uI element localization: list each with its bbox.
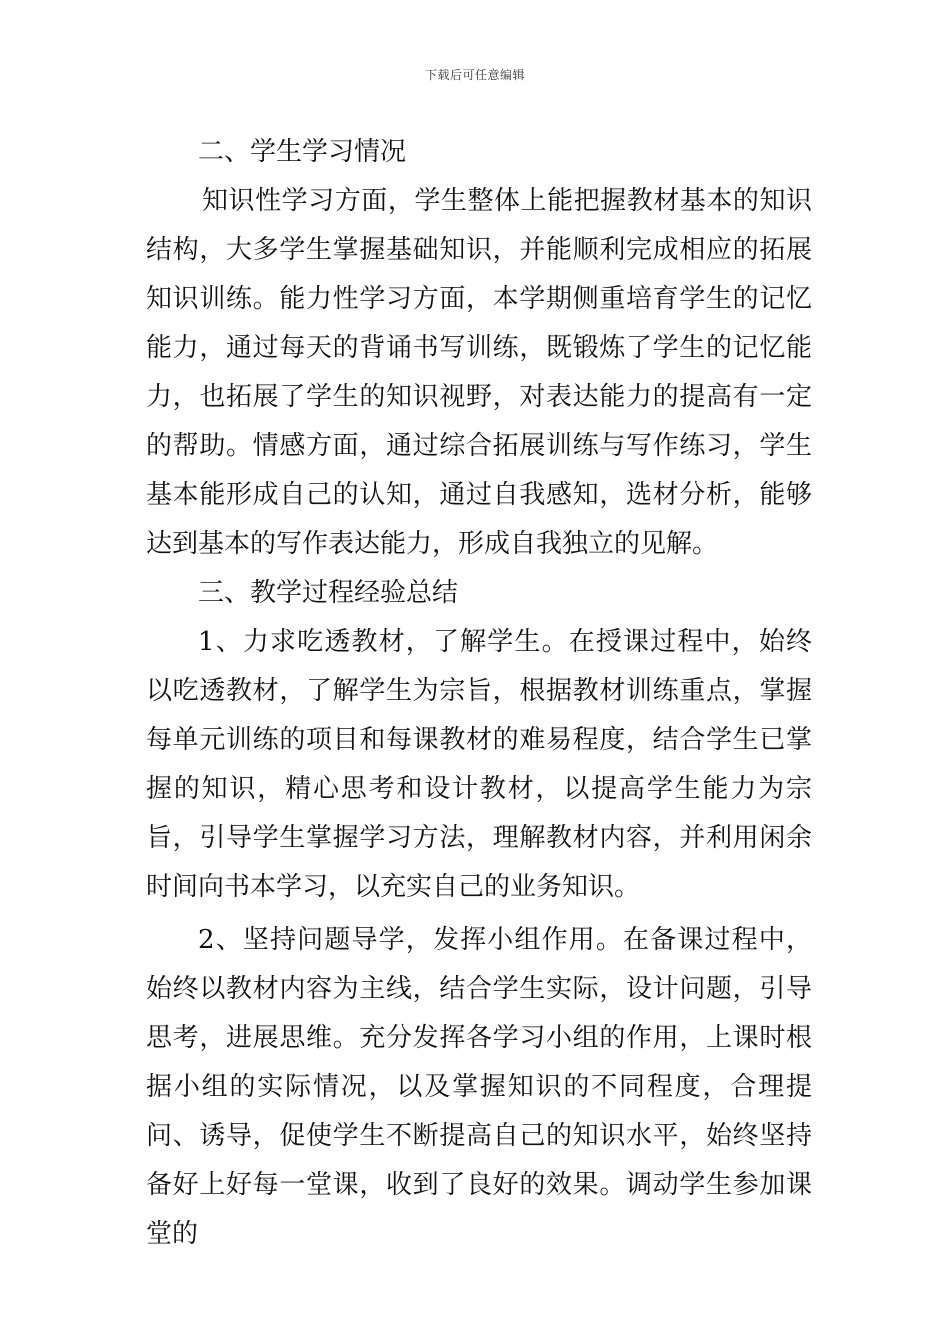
paragraph-item-2: 2、坚持问题导学，发挥小组作用。在备课过程中，始终以教材内容为主线，结合学生实际，设计问题，引导思考，进展思维。充分发挥各学习小组的作用，上课时根据小组的实际情况，以及掌握知识的不同程度，合理提问、诱导，促使学生不断提高自己的知识水平，始终坚持备好上好每一堂课，收到了良好的效果。调动学生参加课堂的 (146, 925, 812, 1249)
paragraph-student-learning: 知识性学习方面，学生整体上能把握教材基本的知识结构，大多学生掌握基础知识，并能顺利完成相应的拓展知识训练。能力性学习方面，本学期侧重培育学生的记忆能力，通过每天的背诵书写训练，既锻炼了学生的记忆能力，也拓展了学生的知识视野，对表达能力的提高有一定的帮助。情感方面，通过综合拓展训练与写作练习，学生基本能形成自己的认知，通过自我感知，选材分析，能够达到基本的写作表达能力，形成自我独立的见解。 (146, 186, 812, 559)
paragraph-item-1: 1、力求吃透教材，了解学生。在授课过程中，始终以吃透教材，了解学生为宗旨，根据教材训练重点，掌握每单元训练的项目和每课教材的难易程度，结合学生已掌握的知识，精心思考和设计教材，以提高学生能力为宗旨，引导学生掌握学习方法，理解教材内容，并利用闲余时间向书本学习，以充实自己的业务知识。 (146, 627, 812, 902)
section-heading-teaching-summary: 三、教学过程经验总结 (198, 578, 459, 608)
page-header-note: 下载后可任意编辑 (424, 68, 525, 82)
document-body (146, 128, 812, 1259)
section-heading-student-learning: 二、学生学习情况 (198, 137, 407, 167)
